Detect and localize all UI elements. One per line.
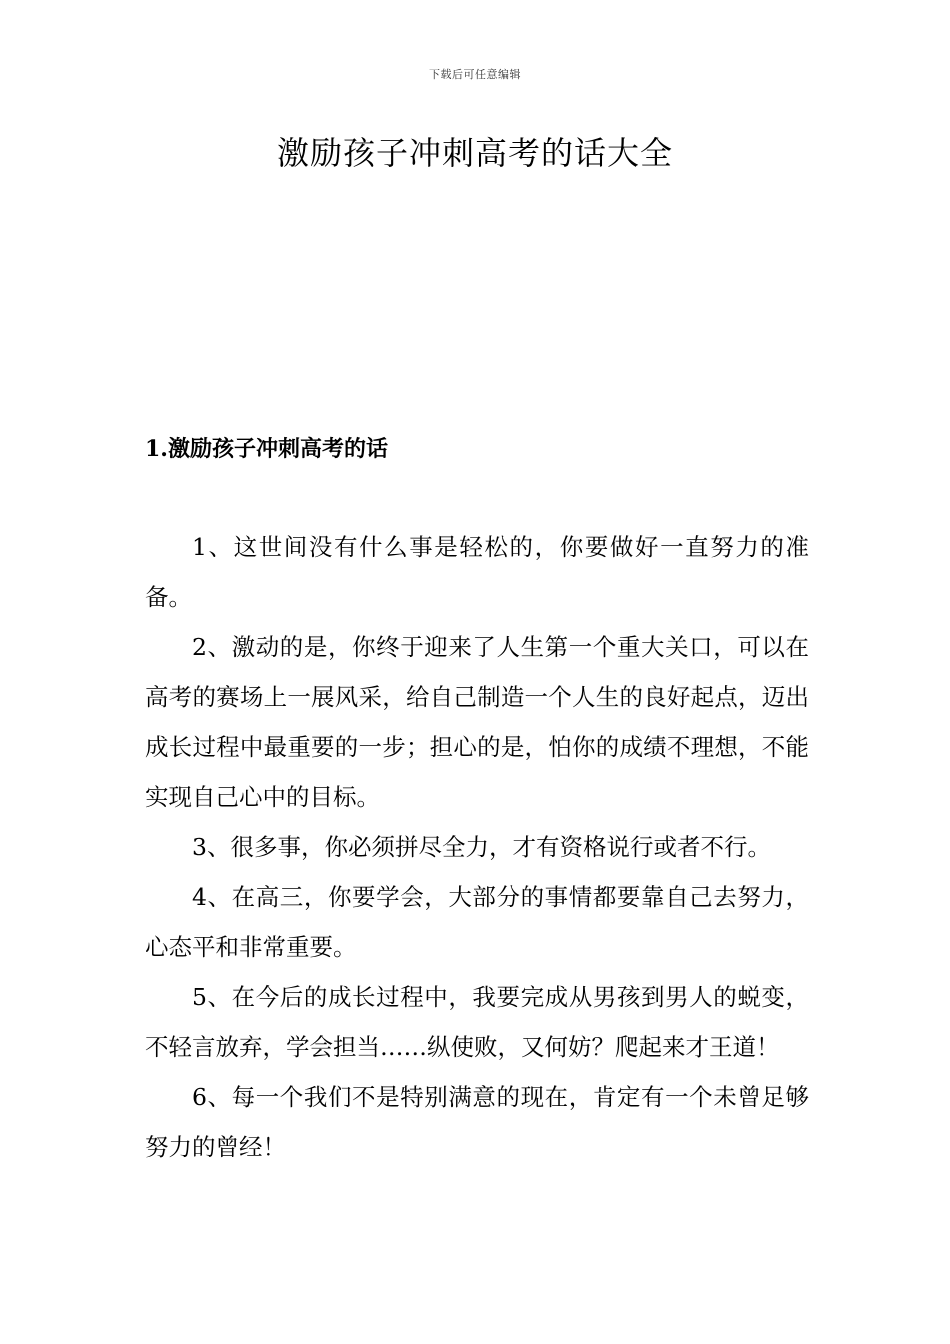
paragraph-3: 3、很多事，你必须拼尽全力，才有资格说行或者不行。 — [192, 833, 771, 861]
paragraph-2: 2、激动的是，你终于迎来了人生第一个重大关口，可以在高考的赛场上一展风采，给自己制造一个人生的良好起点，迈出成长过程中最重要的一步；担心的是，怕你的成绩不理想，不能实现自己心中的目标。 — [145, 633, 809, 811]
paragraph-5: 5、在今后的成长过程中，我要完成从男孩到男人的蜕变，不轻言放弃，学会担当……纵使败，又何妨？爬起来才王道！ — [145, 983, 809, 1061]
body-text — [145, 522, 809, 1172]
paragraph-1: 1、这世间没有什么事是轻松的，你要做好一直努力的准备。 — [145, 533, 809, 611]
paragraph-6: 6、每一个我们不是特别满意的现在，肯定有一个未曾足够努力的曾经！ — [145, 1083, 809, 1161]
document-title: 激励孩子冲刺高考的话大全 — [276, 134, 673, 172]
header-note: 下载后可任意编辑 — [429, 68, 521, 81]
section-heading: 1.激励孩子冲刺高考的话 — [145, 436, 388, 462]
paragraph-4: 4、在高三，你要学会，大部分的事情都要靠自己去努力，心态平和非常重要。 — [145, 883, 809, 961]
